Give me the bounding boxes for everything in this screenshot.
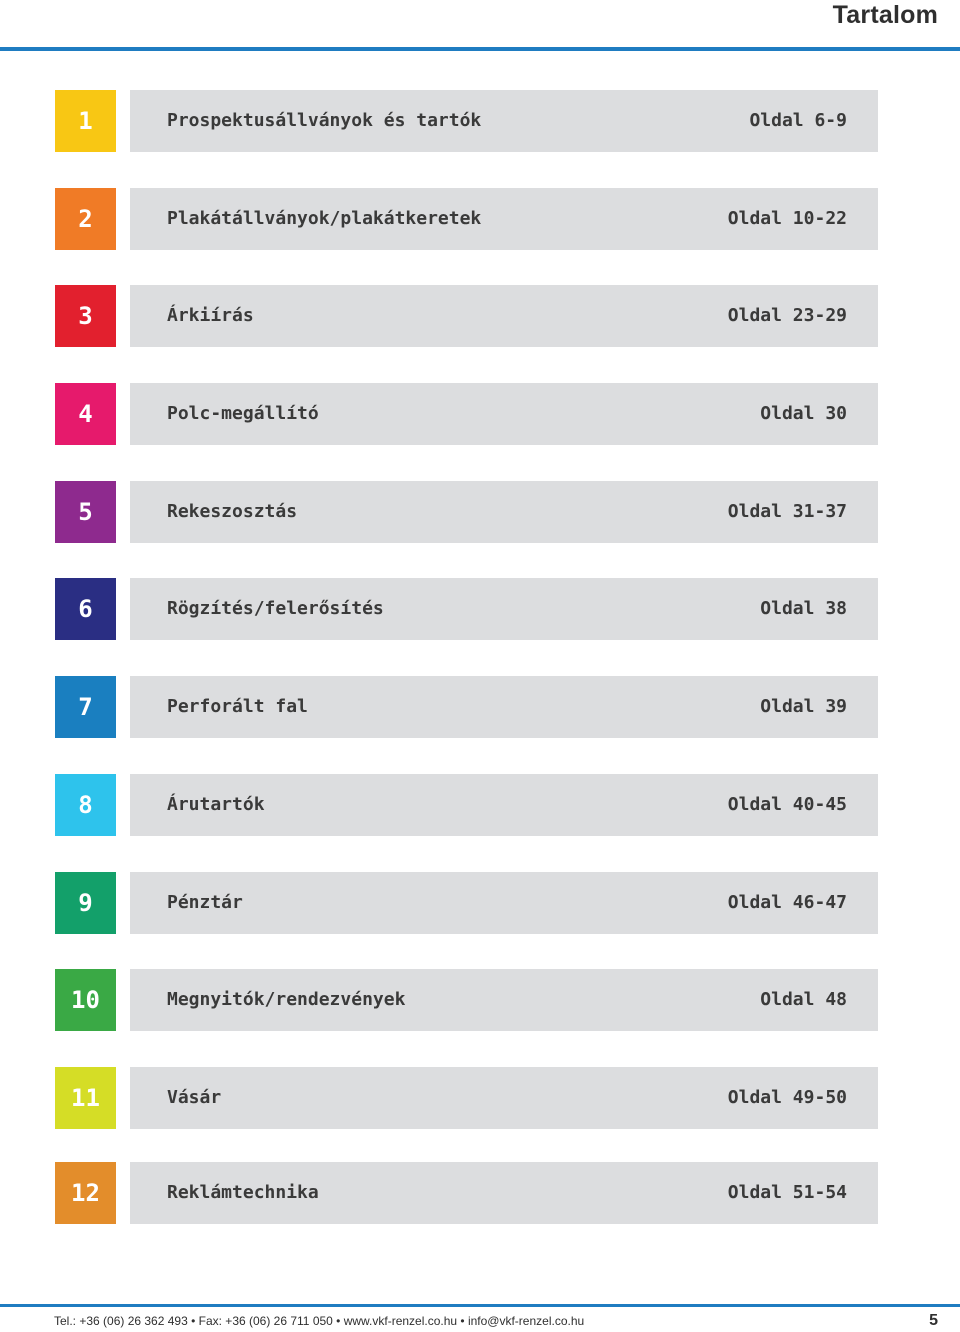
- footer-divider: [0, 1304, 960, 1307]
- toc-entry[interactable]: [55, 481, 878, 543]
- page-number: 5: [929, 1312, 938, 1329]
- chapter-number-badge: 11: [55, 1067, 116, 1129]
- toc-entry[interactable]: [55, 1162, 878, 1224]
- toc-entry[interactable]: [55, 578, 878, 640]
- chapter-title: Árutartók: [167, 793, 265, 815]
- chapter-number-badge: 7: [55, 676, 116, 738]
- chapter-number-badge: 1: [55, 90, 116, 152]
- toc-entry-bar: [130, 188, 878, 250]
- chapter-number-badge: 5: [55, 481, 116, 543]
- chapter-number-badge: 9: [55, 872, 116, 934]
- chapter-title: Prospektusállványok és tartók: [167, 110, 482, 131]
- footer-contact-info: Tel.: +36 (06) 26 362 493 • Fax: +36 (06) 26 711 050 • www.vkf-renzel.co.hu • info@vkf-renzel.co.hu: [54, 1314, 585, 1328]
- chapter-title: Plakátállványok/plakátkeretek: [167, 207, 482, 229]
- toc-entry-bar: [130, 1067, 878, 1129]
- chapter-title: Reklámtechnika: [167, 1181, 319, 1203]
- chapter-title: Perforált fal: [167, 696, 308, 718]
- toc-entry-bar: [130, 285, 878, 347]
- header-divider: [0, 47, 960, 51]
- chapter-page-range: Oldal 10-22: [727, 207, 847, 229]
- chapter-page-range: Oldal 23-29: [727, 305, 847, 327]
- toc-entry[interactable]: [55, 1067, 878, 1129]
- toc-entry-bar: [130, 676, 878, 738]
- chapter-page-range: Oldal 39: [760, 696, 847, 718]
- chapter-page-range: Oldal 49-50: [727, 1086, 847, 1108]
- chapter-title: Vásár: [167, 1086, 222, 1108]
- toc-entry-bar: [130, 774, 878, 836]
- toc-entry[interactable]: [55, 188, 878, 250]
- chapter-title: Pénztár: [167, 891, 243, 913]
- chapter-title: Rekeszosztás: [167, 500, 298, 522]
- chapter-page-range: Oldal 6-9: [749, 110, 847, 131]
- chapter-page-range: Oldal 46-47: [727, 891, 847, 913]
- toc-entry-bar: [130, 383, 878, 445]
- chapter-number-badge: 10: [55, 969, 116, 1031]
- toc-entry-bar: [130, 481, 878, 543]
- chapter-number-badge: 6: [55, 578, 116, 640]
- chapter-page-range: Oldal 51-54: [727, 1181, 847, 1203]
- table-of-contents: [55, 90, 878, 1224]
- chapter-page-range: Oldal 31-37: [727, 500, 847, 522]
- toc-entry[interactable]: [55, 969, 878, 1031]
- chapter-page-range: Oldal 40-45: [727, 793, 847, 815]
- chapter-title: Polc-megállító: [167, 403, 319, 425]
- toc-entry[interactable]: [55, 872, 878, 934]
- page-title: Tartalom: [832, 1, 938, 29]
- chapter-title: Rögzítés/felerősítés: [167, 598, 384, 620]
- chapter-number-badge: 3: [55, 285, 116, 347]
- chapter-page-range: Oldal 48: [760, 989, 847, 1011]
- chapter-title: Megnyitók/rendezvények: [167, 989, 406, 1011]
- toc-entry[interactable]: [55, 285, 878, 347]
- chapter-page-range: Oldal 30: [760, 403, 847, 425]
- chapter-number-badge: 4: [55, 383, 116, 445]
- toc-entry-bar: [130, 969, 878, 1031]
- chapter-title: Árkiírás: [167, 305, 254, 327]
- toc-entry-bar: [130, 578, 878, 640]
- toc-entry-bar: [130, 872, 878, 934]
- toc-entry[interactable]: [55, 774, 878, 836]
- chapter-number-badge: 12: [55, 1162, 116, 1224]
- toc-entry[interactable]: [55, 90, 878, 152]
- toc-entry-bar: [130, 1162, 878, 1224]
- toc-entry-bar: [130, 90, 878, 152]
- toc-entry[interactable]: [55, 383, 878, 445]
- toc-entry[interactable]: [55, 676, 878, 738]
- chapter-number-badge: 2: [55, 188, 116, 250]
- chapter-page-range: Oldal 38: [760, 598, 847, 620]
- chapter-number-badge: 8: [55, 774, 116, 836]
